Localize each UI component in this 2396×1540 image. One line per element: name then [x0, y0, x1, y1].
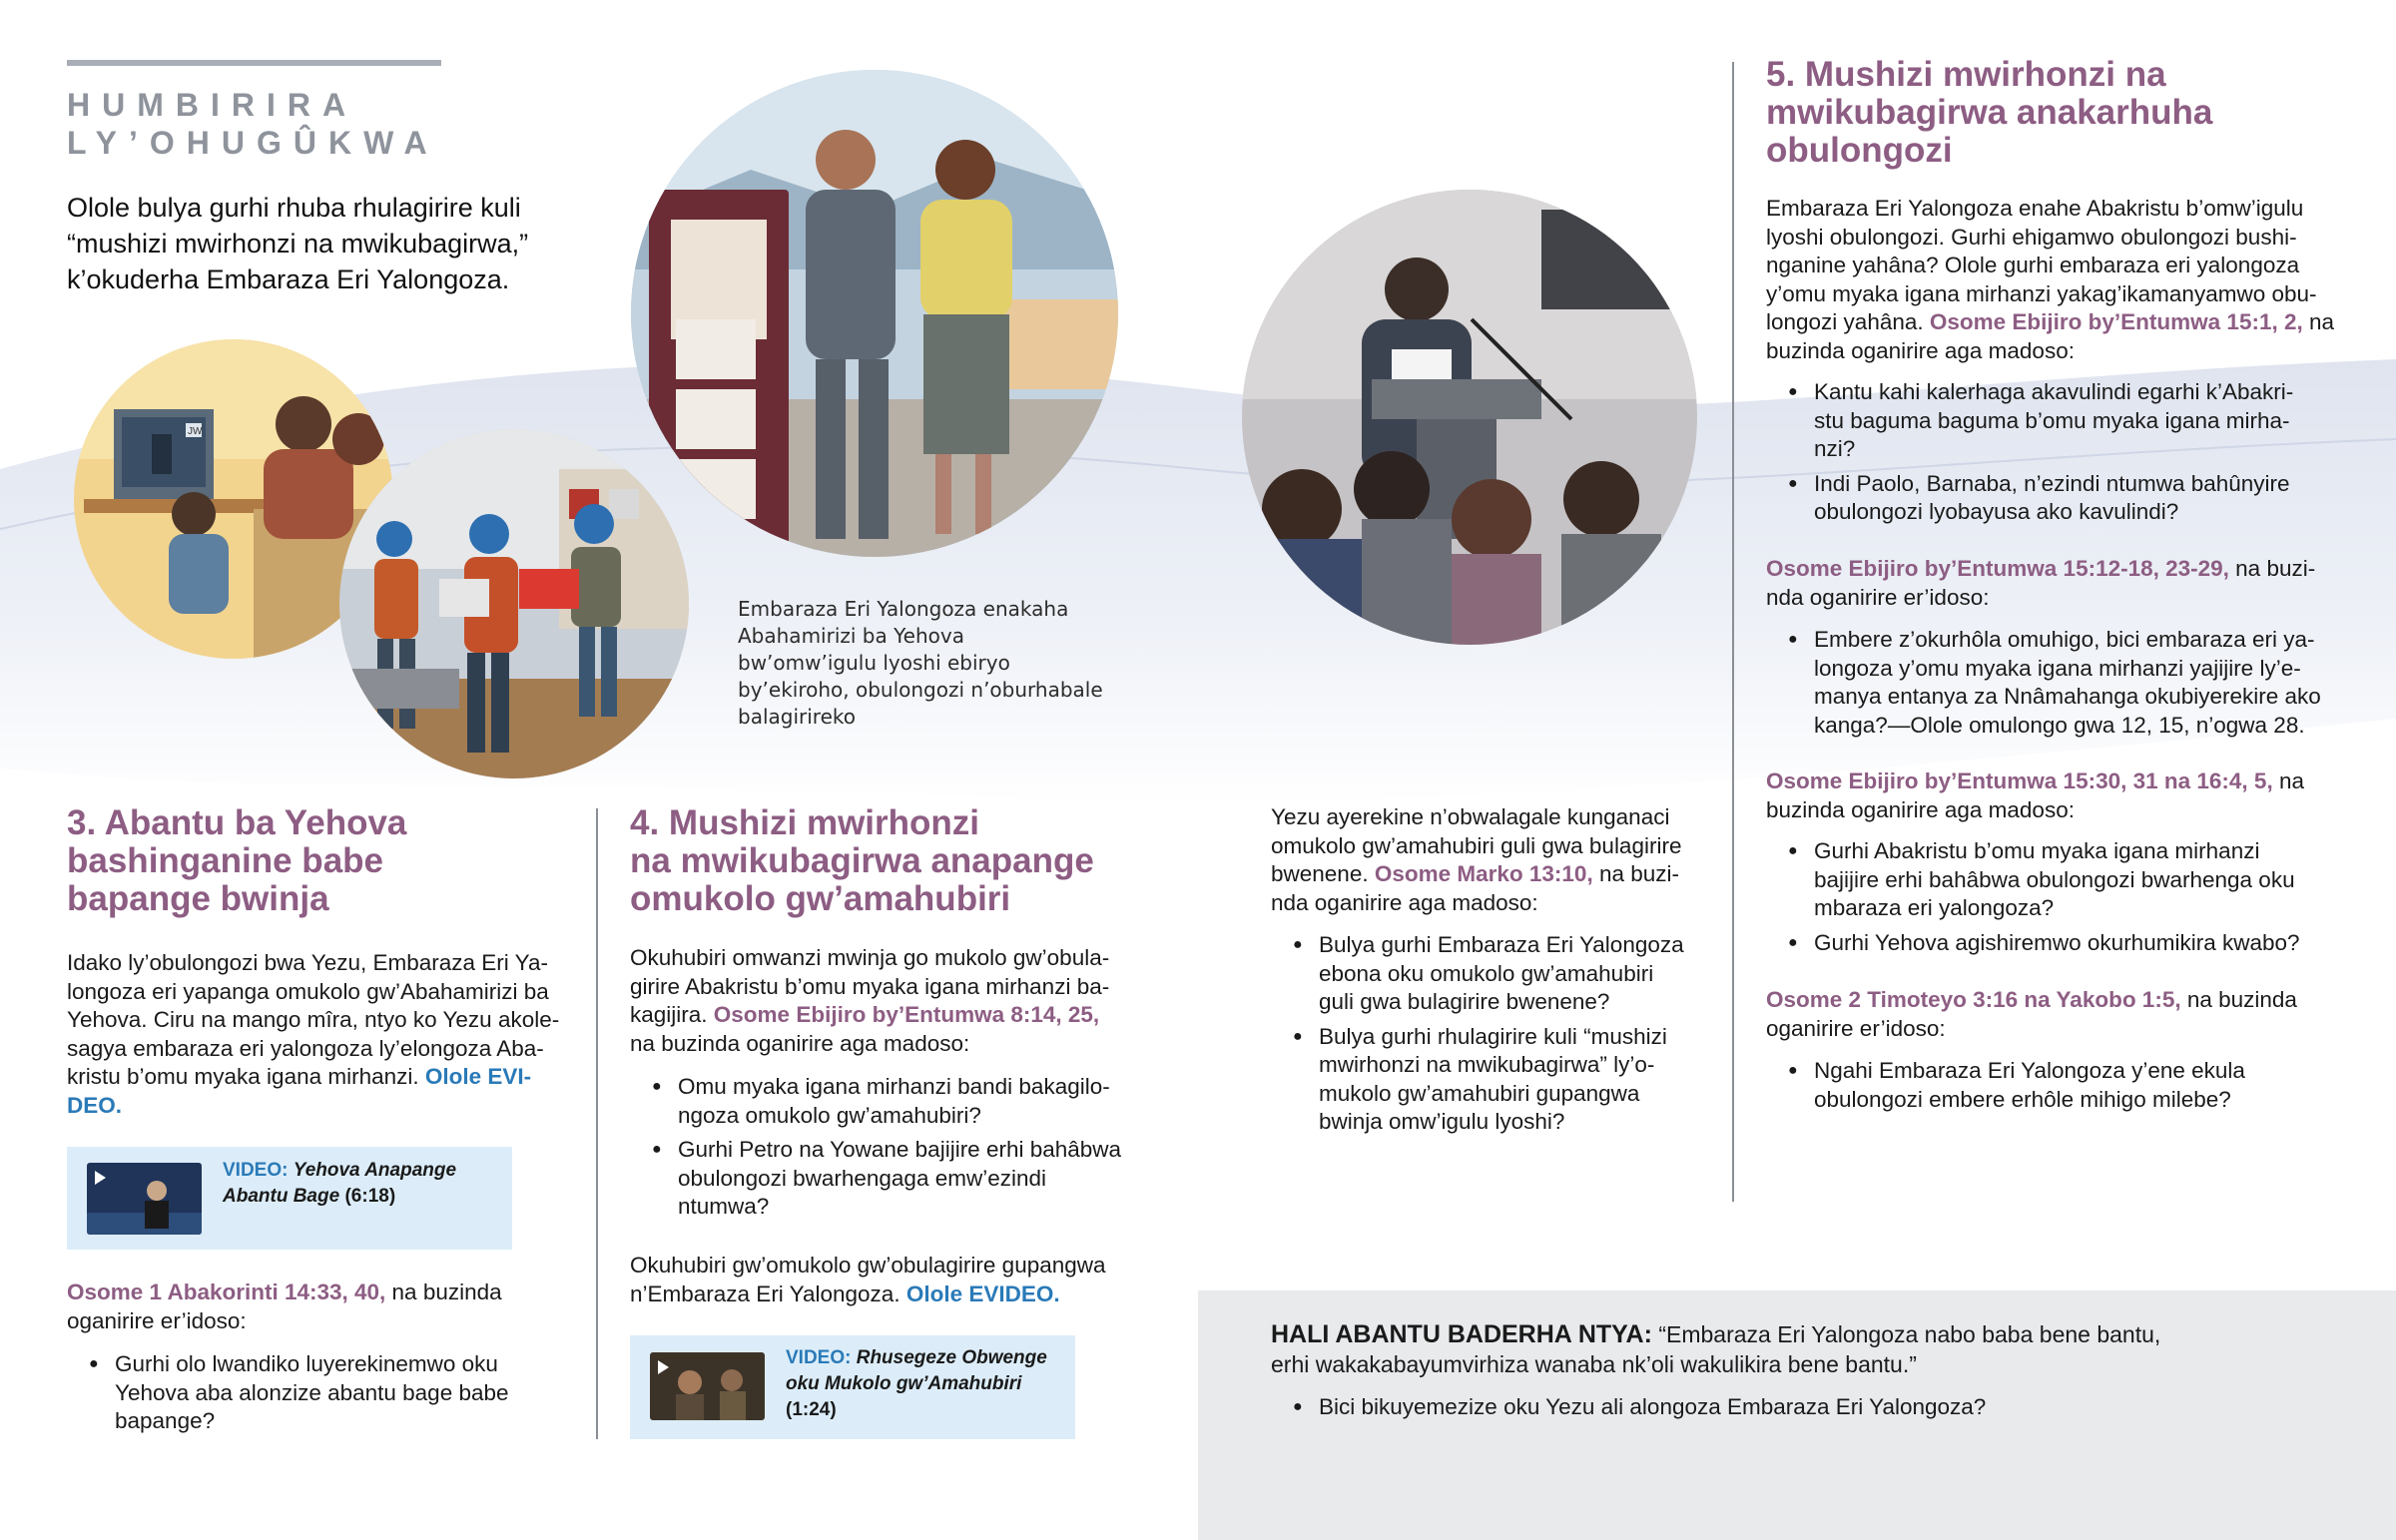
- video-link[interactable]: Olole EVI-: [424, 1064, 532, 1089]
- section-label-line2: LY’OHUGÛKWA: [67, 125, 439, 161]
- couple-cart-image: [631, 70, 1118, 557]
- list-item: ● Gurhi Yehova agishiremwo okurhumikira kwabo?: [1766, 929, 2365, 958]
- video-2-text: VIDEO: Rhusegeze Obwenge oku Mukolo gw’Amahubiri (1:24): [786, 1347, 1047, 1420]
- section4-title: 4. Mushizi mwirhonzi na mwikubagirwa anapange omukolo gw’amahubiri: [630, 803, 1094, 918]
- column-divider-1: [596, 808, 598, 1439]
- video-1-text: VIDEO: Yehova Anapange Abantu Bage (6:18): [223, 1160, 457, 1207]
- section5-ref3: Osome Ebijiro by’Entumwa 15:30, 31 na 16:4, 5, na buzinda oganirire aga madoso:: [1766, 769, 2304, 822]
- volunteers-image: [339, 429, 689, 778]
- image-caption: Embaraza Eri Yalongoza enakaha Abahamirizi ba Yehova bw’omw’igulu lyoshi ebiryo by’ekiroho, obulongozi n’oburhabale balagirireko: [738, 597, 1103, 729]
- section5-body: Embaraza Eri Yalongoza enahe Abakristu b’omw’igulu lyoshi obulongozi. Gurhi ehigamwo obulongozi bushi- nganine yahâna? Olole gurhi embaraza eri yalongoza y’omu myaka igana mirhanzi yakag’ikamanyamwo obu- longozi yahâna. Osome Ebijiro by’Entumwa 15:1, 2, na buzinda oganirire aga madoso:: [1766, 196, 2335, 363]
- section4-bullets: [630, 1073, 1169, 1228]
- section3-ref: Osome 1 Abakorinti 14:33, 40, na buzinda oganirire er’idoso:: [67, 1280, 502, 1333]
- list-item: ● Bulya gurhi Embaraza Eri Yalongoza ebona oku omukolo gw’amahubiri guli gwa bulagirire bwenene?: [1271, 931, 1730, 1017]
- section3-body: Idako ly’obulongozi bwa Yezu, Embaraza Eri Ya- longoza eri yapanga omukolo gw’Abahamirizi ba Yehova. Ciru na mango mîra, ntyo ko Yezu akole- sagya embaraza eri yalongoza ly’elongoza Aba- kristu b’omu myaka igana mirhanzi. Olole EVI- DEO.: [67, 950, 560, 1118]
- list-item: ● Embere z’okurhôla omuhigo, bici embaraza eri ya- longoza y’omu myaka igana mirhanzi yajijire ly’e- manya entanya za Nnâmahanga okubiyerekire ako kanga?—Olole omulongo gwa 12, 15, n’ogwa 28.: [1766, 626, 2365, 740]
- video-box-1[interactable]: [67, 1147, 512, 1250]
- section5-ref2: Osome Ebijiro by’Entumwa 15:12-18, 23-29, na buzi- nda oganirire er’idoso:: [1766, 556, 2316, 610]
- list-item: ● Bici bikuyemezize oku Yezu ali alongoza Embaraza Eri Yalongoza?: [1271, 1393, 2349, 1422]
- section4-body: Okuhubiri omwanzi mwinja go mukolo gw’obula- girire Abakristu b’omu myaka igana mirhanzi ba- kagijira. Osome Ebijiro by’Entumwa 8:14, 25, na buzinda oganirire aga madoso:: [630, 945, 1110, 1056]
- video-box-2[interactable]: [630, 1335, 1075, 1439]
- section-label: [67, 86, 439, 162]
- section4-body2: Okuhubiri gw’omukolo gw’obulagirire gupangwa n’Embaraza Eri Yalongoza. Olole EVIDEO.: [630, 1253, 1106, 1306]
- section5-bullets-1: [1766, 378, 2365, 533]
- discussion-bullets: [1271, 1393, 2349, 1428]
- list-item: ● Gurhi olo lwandiko luyerekinemwo oku Yehova aba alonzize abantu bage babe bapange?: [67, 1350, 586, 1436]
- section5-bullets-4: [1766, 1057, 2365, 1120]
- list-item: ● Bulya gurhi rhulagirire kuli “mushizi mwirhonzi na mwikubagirwa” ly’o- mukolo gw’amahubiri gupangwa bwinja omw’igulu lyoshi?: [1271, 1023, 1730, 1137]
- section-label-line1: HUMBIRIRA: [67, 87, 358, 123]
- speaker-image: [1242, 190, 1697, 645]
- list-item: ● Omu myaka igana mirhanzi bandi bakagilo- ngoza omukolo gw’amahubiri?: [630, 1073, 1169, 1130]
- intro-text: Olole bulya gurhi rhuba rhulagirire kuli “mushizi mwirhonzi na mwikubagirwa,” k’okuderha Embaraza Eri Yalongoza.: [67, 193, 529, 294]
- tv-logo-text: JW: [188, 426, 203, 437]
- section3-bullets: [67, 1350, 586, 1442]
- video-link-2[interactable]: Olole EVIDEO.: [905, 1281, 1060, 1306]
- header-rule: [67, 60, 441, 66]
- section5-bullets-3: [1766, 837, 2365, 963]
- middle-bullets: [1271, 931, 1730, 1143]
- middle-body: Yezu ayerekine n’obwalagale kunganaci omukolo gw’amahubiri guli gwa bulagirire bwenene. Osome Marko 13:10, na buzi- nda oganirire aga madoso:: [1271, 804, 1682, 915]
- list-item: ● Gurhi Abakristu b’omu myaka igana mirhanzi bajijire erhi bahâbwa obulongozi bwarhenga oku mbaraza eri yalongoza?: [1766, 837, 2365, 923]
- section5-ref4: Osome 2 Timoteyo 3:16 na Yakobo 1:5, na buzinda oganirire er’idoso:: [1766, 987, 2297, 1041]
- section5-bullets-2: [1766, 626, 2365, 746]
- list-item: ● Kantu kahi kalerhaga akavulindi egarhi k’Abakri- stu baguma baguma b’omu myaka igana mirha- nzi?: [1766, 378, 2365, 464]
- list-item: ● Gurhi Petro na Yowane bajijire erhi bahâbwa obulongozi bwarhengaga emw’ezindi ntumwa?: [630, 1136, 1169, 1222]
- section3-title: 3. Abantu ba Yehova bashinganine babe bapange bwinja: [67, 803, 407, 918]
- list-item: ● Indi Paolo, Barnaba, n’ezindi ntumwa bahûnyire obulongozi lyobayusa ako kavulindi?: [1766, 470, 2365, 527]
- video-link-cont[interactable]: DEO.: [67, 1092, 123, 1118]
- video-thumbnail[interactable]: [650, 1352, 765, 1420]
- video-thumbnail[interactable]: [87, 1163, 202, 1235]
- list-item: ● Ngahi Embaraza Eri Yalongoza y’ene ekula obulongozi embere erhôle mihigo milebe?: [1766, 1057, 2365, 1114]
- section5-title: 5. Mushizi mwirhonzi na mwikubagirwa anakarhuha obulongozi: [1766, 55, 2213, 170]
- column-divider-2: [1732, 62, 1734, 1202]
- discussion-quote: HALI ABANTU BADERHA NTYA: “Embaraza Eri Yalongoza nabo baba bene bantu, erhi wakakabayumvirhiza wanaba nk’oli wakulikira bene bantu.”: [1271, 1320, 2161, 1377]
